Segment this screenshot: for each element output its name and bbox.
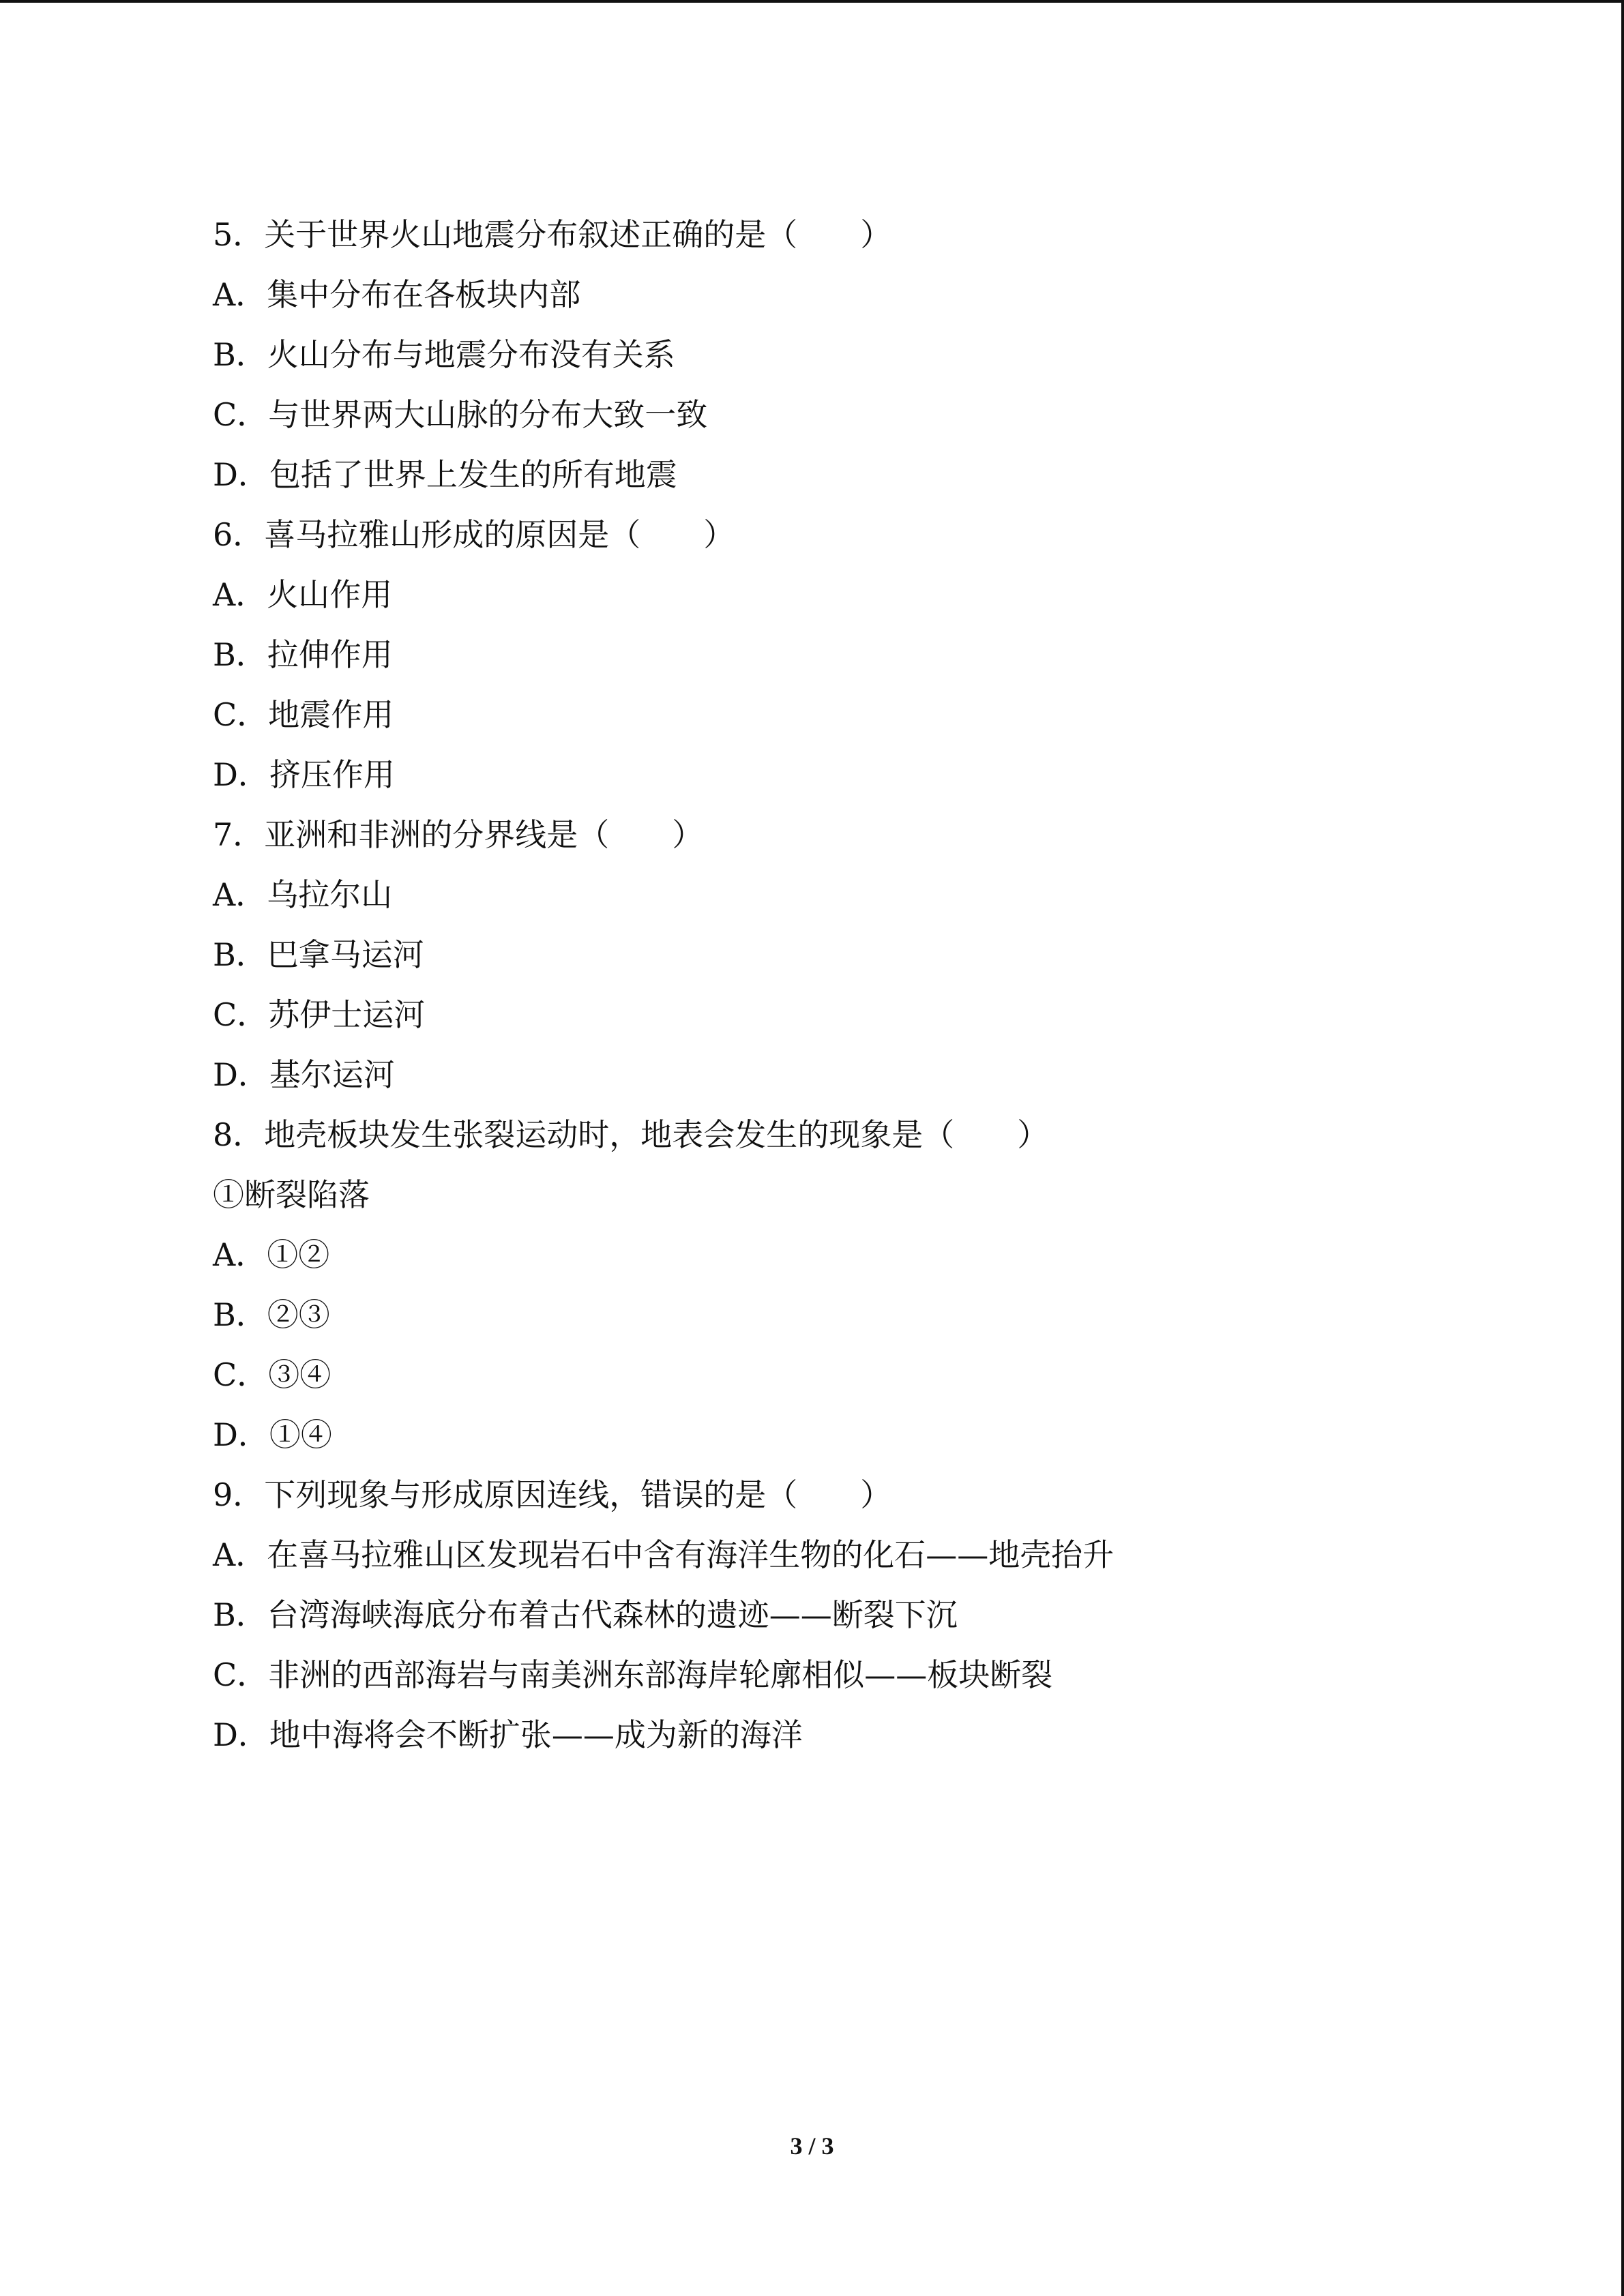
question-5-option-c: C．与世界两大山脉的分布大致一致 [213,396,708,433]
question-8-option-b: B．②③ [213,1296,330,1333]
question-7-option-b: B．巴拿马运河 [213,936,424,973]
question-9-stem: 9．下列现象与形成原因连线，错误的是（ ） [213,1476,892,1513]
question-8-option-a: A．①② [213,1236,330,1273]
question-list [213,213,1509,1773]
question-8-stem: 8．地壳板块发生张裂运动时，地表会发生的现象是（ ） [213,1116,1049,1153]
question-6-option-a: A．火山作用 [213,576,393,613]
question-6-stem: 6．喜马拉雅山形成的原因是（ ） [213,516,735,553]
question-6-option-c: C．地震作用 [213,696,394,733]
question-9-option-c: C．非洲的西部海岩与南美洲东部海岸轮廓相似——板块断裂 [213,1656,1053,1693]
question-6-option-b: B．拉伸作用 [213,636,393,673]
question-7-stem: 7．亚洲和非洲的分界线是（ ） [213,816,704,853]
question-5-option-a: A．集中分布在各板块内部 [213,276,581,313]
question-5-option-d: D．包括了世界上发生的所有地震 [213,456,677,493]
question-8-option-c: C．③④ [213,1356,331,1393]
question-7-option-d: D．基尔运河 [213,1056,395,1093]
question-7-option-a: A．乌拉尔山 [213,876,393,913]
right-border [1621,0,1624,2296]
question-5-stem: 5．关于世界火山地震分布叙述正确的是（ ） [213,216,892,253]
page-number: 3 / 3 [790,2132,834,2160]
question-8-note: ①断裂陷落 [213,1176,370,1213]
top-border [0,0,1624,3]
question-8-option-d: D．①④ [213,1416,332,1453]
question-9-option-a: A．在喜马拉雅山区发现岩石中含有海洋生物的化石——地壳抬升 [213,1536,1114,1573]
question-6-option-d: D．挤压作用 [213,756,395,793]
question-9-option-b: B．台湾海峡海底分布着古代森林的遗迹——断裂下沉 [213,1596,958,1633]
question-5-option-b: B．火山分布与地震分布没有关系 [213,336,675,373]
question-7-option-c: C．苏伊士运河 [213,996,426,1033]
question-9-option-d: D．地中海将会不断扩张——成为新的海洋 [213,1716,803,1753]
